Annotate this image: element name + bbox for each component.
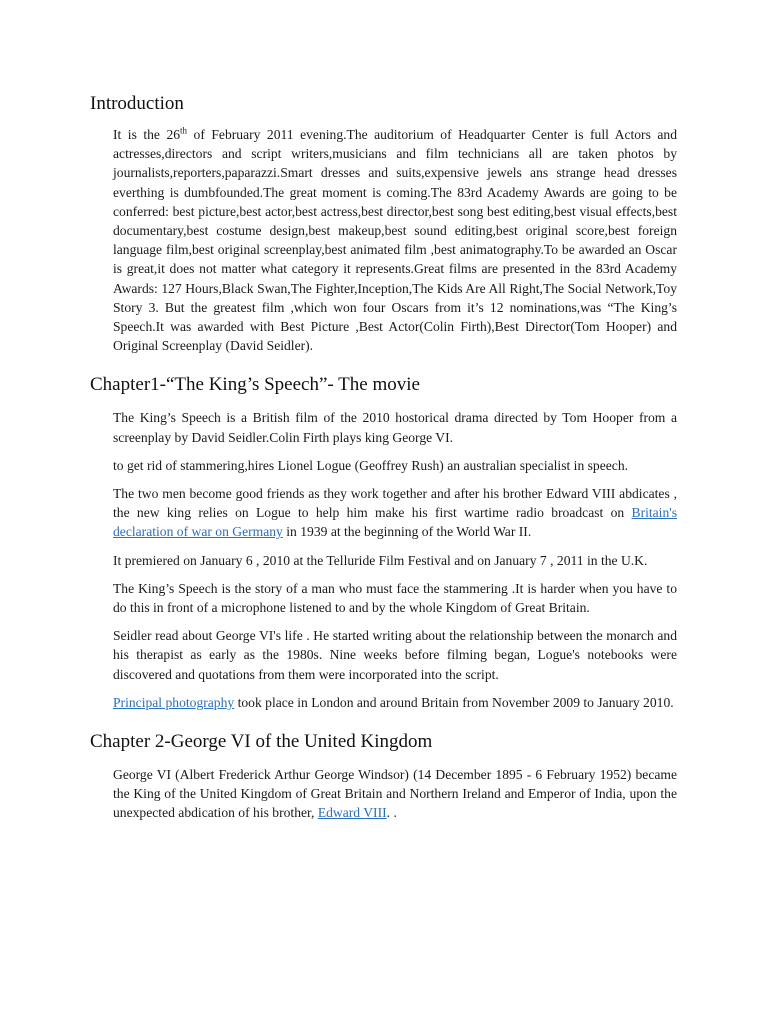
link-principal-photography[interactable]: Principal photography <box>113 694 235 710</box>
link-declaration-of-war[interactable]: Britain's declaration of war on Germany <box>113 505 677 540</box>
chapter1-paragraph-1: The King’s Speech is a British film of the 2010 hostorical drama directed by Tom Hooper from a screenplay by David Seidler.Colin Firth plays king George VI. <box>113 410 677 445</box>
chapter1-p3-text-start: The two men become good friends as they work together and after his brother Edward VIII abdicates , the new king relies on Logue to help him make his first wartime radio broadcast on <box>113 486 677 521</box>
intro-text-rest: of February 2011 evening.The auditorium of Headquarter Center is full Actors and actresses,directors and script writers,musicians and film technicians all are taken photos by journalists,reporters,paparazzi.Smart dresses and suits,expensive jewels ans strange head dresses everthing is dumbfounded.The great moment is coming.The 83rd Academy Awards are going to be conferred: best picture,best actor,best actress,best director,best song best editing,best visual effects,best documentary,best costume design,best makeup,best sound editing,best original score,best foreign language film,best original screenplay,best animated film ,best animatography.To be awarded an Oscar is great,it does not matter what category it represents.Great films are presented in the 83rd Academy Awards: 127 Hours,Black Swan,The Fighter,Inception,The Kids Are All Right,The Social Network,Toy Story 3. But the greatest film ,which won four Oscars from it’s 12 nominations,was “The King’s Speech.It was awarded with Best Picture ,Best Actor(Colin Firth),Best Director(Tom Hooper) and Original Screenplay (David Seidler). <box>113 127 677 354</box>
chapter1-paragraph-3 <box>113 484 677 542</box>
chapter2-p1-text-start: George VI (Albert Frederick Arthur George Windsor) (14 December 1895 - 6 February 1952) became the King of the United Kingdom of Great Britain and Northern Ireland and Emperor of India, upon the unexpected abdication of his brother, <box>113 767 677 821</box>
chapter1-paragraph-5: The King’s Speech is the story of a man who must face the stammering .It is harder when you have to do this in front of a microphone listened to and by the whole Kingdom of Great Britain. <box>113 580 677 616</box>
chapter1-paragraph-2: to get rid of stammering,hires Lionel Logue (Geoffrey Rush) an australian specialist in speech. <box>113 457 629 473</box>
heading-introduction: Introduction <box>90 93 184 114</box>
heading-chapter2: Chapter 2-George VI of the United Kingdom <box>90 731 433 753</box>
chapter2-p1-text-end: . . <box>386 805 397 821</box>
chapter1-paragraph-7 <box>113 693 677 712</box>
chapter1-p7-text: took place in London and around Britain from November 2009 to January 2010. <box>234 694 674 710</box>
heading-chapter1: Chapter1-“The King’s Speech”- The movie <box>90 374 420 396</box>
chapter1-paragraph-4: It premiered on January 6 , 2010 at the Telluride Film Festival and on January 7 , 2011 in the U.K. <box>113 552 648 568</box>
intro-paragraph <box>113 125 677 355</box>
chapter1-paragraph-6: Seidler read about George VI's life . He started writing about the relationship between the monarch and his therapist as early as the 1980s. Nine weeks before filming began, Logue's notebooks were discovered and quotations from them were incorporated into the script. <box>113 628 677 682</box>
chapter2-paragraph-1 <box>113 765 677 823</box>
link-edward-viii[interactable]: Edward VIII <box>317 805 387 821</box>
intro-superscript: th <box>180 125 188 136</box>
intro-text-start: It is the 26 <box>113 127 181 142</box>
chapter1-p3-text-end: in 1939 at the beginning of the World War II. <box>282 524 532 540</box>
